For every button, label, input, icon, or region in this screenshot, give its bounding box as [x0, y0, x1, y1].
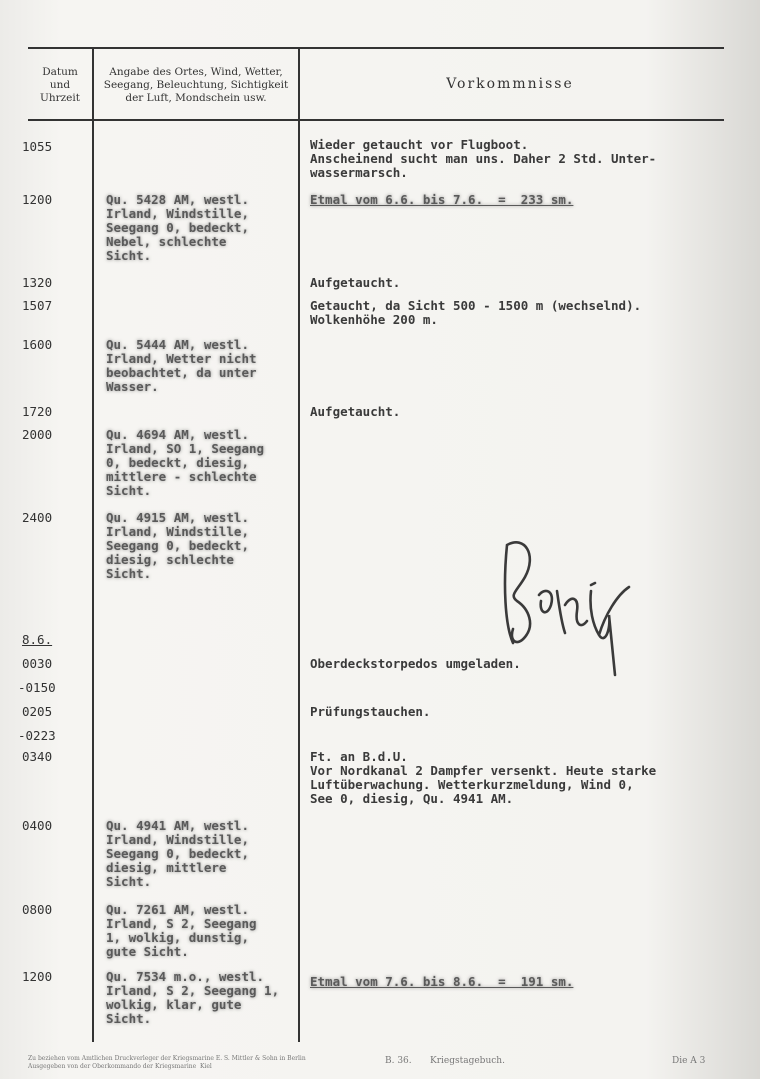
footer-publisher: Zu beziehen vom Amtlichen Druckverleger der Kriegsmarine E. S. Mittler & Sohn in Berlin Ausgegeben von der Oberkommando der Kriegsmarine Kiel: [28, 1055, 306, 1070]
time-2000: 2000: [22, 427, 53, 442]
time-1600: 1600: [22, 337, 53, 352]
time-1507: 1507: [22, 298, 53, 313]
time-0205: 0205: [22, 704, 53, 719]
time-0340: 0340: [22, 749, 53, 764]
time-0400: 0400: [22, 818, 53, 833]
time-1055: 1055: [22, 139, 53, 154]
place-1200-b: Qu. 7534 m.o., westl. Irland, S 2, Seegang 1, wolkig, klar, gute Sicht.: [106, 969, 280, 1026]
time-0800: 0800: [22, 902, 53, 917]
event-0030: Oberdeckstorpedos umgeladen.: [310, 656, 521, 671]
date-8-6: 8.6.: [22, 632, 53, 647]
event-0340: Ft. an B.d.U. Vor Nordkanal 2 Dampfer versenkt. Heute starke Luftüberwachung. Wetterkurzmeldung, Wind 0, See 0, diesig, Qu. 4941 AM.: [310, 749, 657, 806]
place-0400: Qu. 4941 AM, westl. Irland, Windstille, Seegang 0, bedeckt, diesig, mittlere Sicht.: [106, 818, 249, 889]
top-border: [28, 47, 724, 49]
header-place-weather: Angabe des Ortes, Wind, Wetter, Seegang, Beleuchtung, Sichtigkeit der Luft, Mondschein usw.: [103, 66, 289, 104]
place-0800: Qu. 7261 AM, westl. Irland, S 2, Seegang 1, wolkig, dunstig, gute Sicht.: [106, 902, 257, 959]
column-divider-2: [298, 47, 300, 1042]
place-2400: Qu. 4915 AM, westl. Irland, Windstille, Seegang 0, bedeckt, diesig, schlechte Sicht.: [106, 510, 249, 581]
footer-form-number: B. 36.: [385, 1056, 412, 1066]
footer-page-code: Die A 3: [672, 1056, 706, 1066]
time-1200-a: 1200: [22, 192, 53, 207]
time-0030: 0030: [22, 656, 53, 671]
time-1720: 1720: [22, 404, 53, 419]
time-1200-b: 1200: [22, 969, 53, 984]
event-1200-b: Etmal vom 7.6. bis 8.6. = 191 sm.: [310, 974, 574, 989]
time-1320: 1320: [22, 275, 53, 290]
event-0205: Prüfungstauchen.: [310, 704, 431, 719]
time-0150: -0150: [18, 680, 56, 695]
place-2000: Qu. 4694 AM, westl. Irland, SO 1, Seegang 0, bedeckt, diesig, mittlere - schlechte Sicht.: [106, 427, 265, 498]
event-1055: Wieder getaucht vor Flugboot. Anscheinend sucht man uns. Daher 2 Std. Unter- wassermarsch.: [310, 137, 657, 180]
time-2400: 2400: [22, 510, 53, 525]
time-0223: -0223: [18, 728, 56, 743]
header-date-time: Datum und Uhrzeit: [40, 66, 80, 104]
header-divider: [28, 119, 724, 121]
event-1720: Aufgetaucht.: [310, 404, 401, 419]
place-1200-a: Qu. 5428 AM, westl. Irland, Windstille, Seegang 0, bedeckt, Nebel, schlechte Sicht.: [106, 192, 249, 263]
event-1507: Getaucht, da Sicht 500 - 1500 m (wechselnd). Wolkenhöhe 200 m.: [310, 298, 642, 327]
place-1600: Qu. 5444 AM, westl. Irland, Wetter nicht beobachtet, da unter Wasser.: [106, 337, 257, 394]
header-events: Vorkommnisse: [446, 76, 574, 92]
event-1200-a: Etmal vom 6.6. bis 7.6. = 233 sm.: [310, 192, 574, 207]
event-1320: Aufgetaucht.: [310, 275, 401, 290]
column-divider-1: [92, 47, 94, 1042]
footer-title: Kriegstagebuch.: [430, 1056, 505, 1066]
